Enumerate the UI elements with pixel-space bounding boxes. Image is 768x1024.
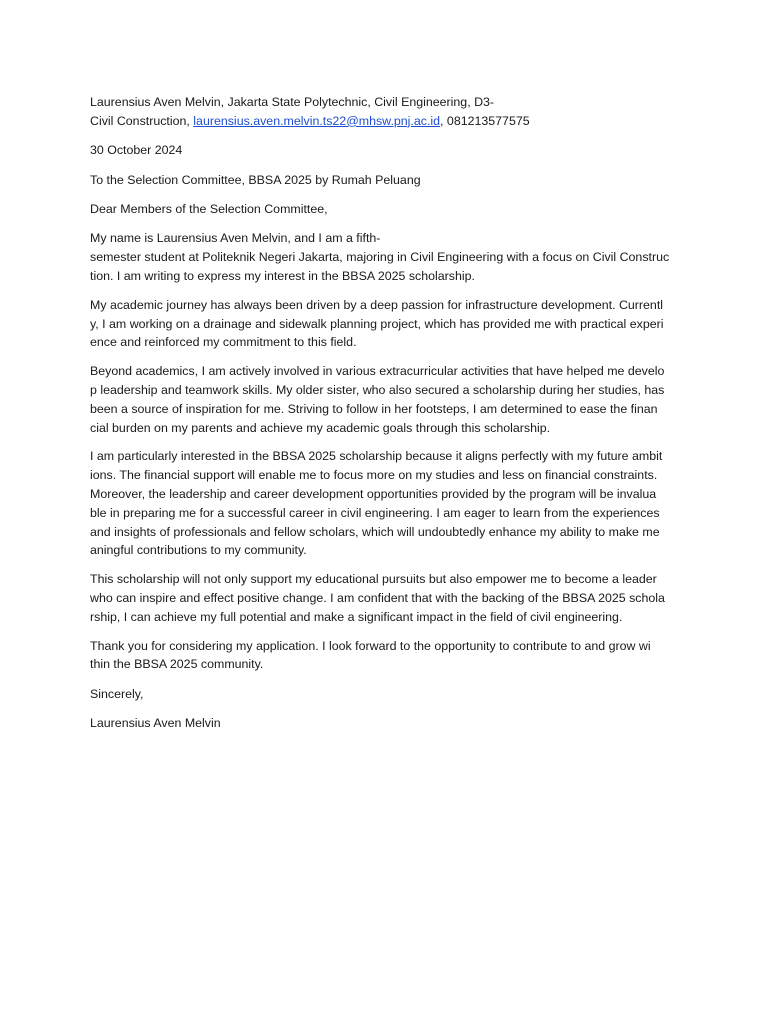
closing: Sincerely, [90,686,144,701]
sender-line-1: Laurensius Aven Melvin, Jakarta State Polytechnic, Civil Engineering, D3- [90,95,495,109]
paragraph-line: Beyond academics, I am actively involved in various extracurricular activities that have helped me develo [90,364,665,379]
email-link[interactable]: laurensius.aven.melvin.ts22@mhsw.pnj.ac.id [193,113,441,128]
paragraph-line: rship, I can achieve my full potential and make a significant impact in the field of civil engineering. [90,609,623,624]
paragraph-line: been a source of inspiration for me. Striving to follow in her footsteps, I am determined to ease the finan [90,401,658,416]
paragraph-line: and insights of professionals and fellow scholars, which will undoubtedly enhance my ability to make me [90,524,660,539]
paragraph-line: I am particularly interested in the BBSA 2025 scholarship because it aligns perfectly with my future ambit [90,449,663,464]
paragraph-line: tion. I am writing to express my interest in the BBSA 2025 scholarship. [90,268,475,283]
paragraph-line: thin the BBSA 2025 community. [90,657,264,672]
paragraph-line: ence and reinforced my commitment to this field. [90,335,357,350]
body-paragraph-5 [90,570,690,626]
paragraph-line: who can inspire and effect positive change. I am confident that with the backing of the BBSA 2025 schola [90,590,665,605]
paragraph-line: This scholarship will not only support my educational pursuits but also empower me to become a leader [90,572,657,587]
paragraph-line: p leadership and teamwork skills. My older sister, who also secured a scholarship during her studies, has [90,382,665,397]
paragraph-line: cial burden on my parents and achieve my academic goals through this scholarship. [90,420,551,435]
paragraph-line: ions. The financial support will enable me to focus more on my studies and less on financial constraints. [90,468,658,483]
signature: Laurensius Aven Melvin [90,716,221,731]
cover-letter [90,93,690,733]
paragraph-line: Thank you for considering my application. I look forward to the opportunity to contribute to and grow wi [90,638,651,653]
paragraph-line: My academic journey has always been driven by a deep passion for infrastructure development. Currentl [90,297,664,312]
body-paragraph-4 [90,447,690,560]
sender-line-2 [90,112,690,131]
salutation: Dear Members of the Selection Committee, [90,201,328,216]
paragraph-line: aningful contributions to my community. [90,543,307,558]
sender-header [90,93,690,131]
sender-phone: , 081213577575 [440,113,530,128]
body-paragraph-3 [90,362,690,437]
paragraph-line: ble in preparing me for a successful career in civil engineering. I am eager to learn from the experiences [90,505,660,520]
body-paragraph-6 [90,637,690,675]
paragraph-line: semester student at Politeknik Negeri Jakarta, majoring in Civil Engineering with a focus on Civil Construc [90,250,670,265]
recipient-line: To the Selection Committee, BBSA 2025 by Rumah Peluang [90,172,421,187]
paragraph-line: Moreover, the leadership and career development opportunities provided by the program will be invalua [90,486,657,501]
sender-line-2-prefix: Civil Construction, [90,113,194,128]
paragraph-line: y, I am working on a drainage and sidewalk planning project, which has provided me with practical experi [90,316,664,331]
body-paragraph-2 [90,296,690,352]
letter-date: 30 October 2024 [90,143,183,158]
body-paragraph-1 [90,229,690,285]
paragraph-line: My name is Laurensius Aven Melvin, and I am a fifth- [90,231,381,246]
